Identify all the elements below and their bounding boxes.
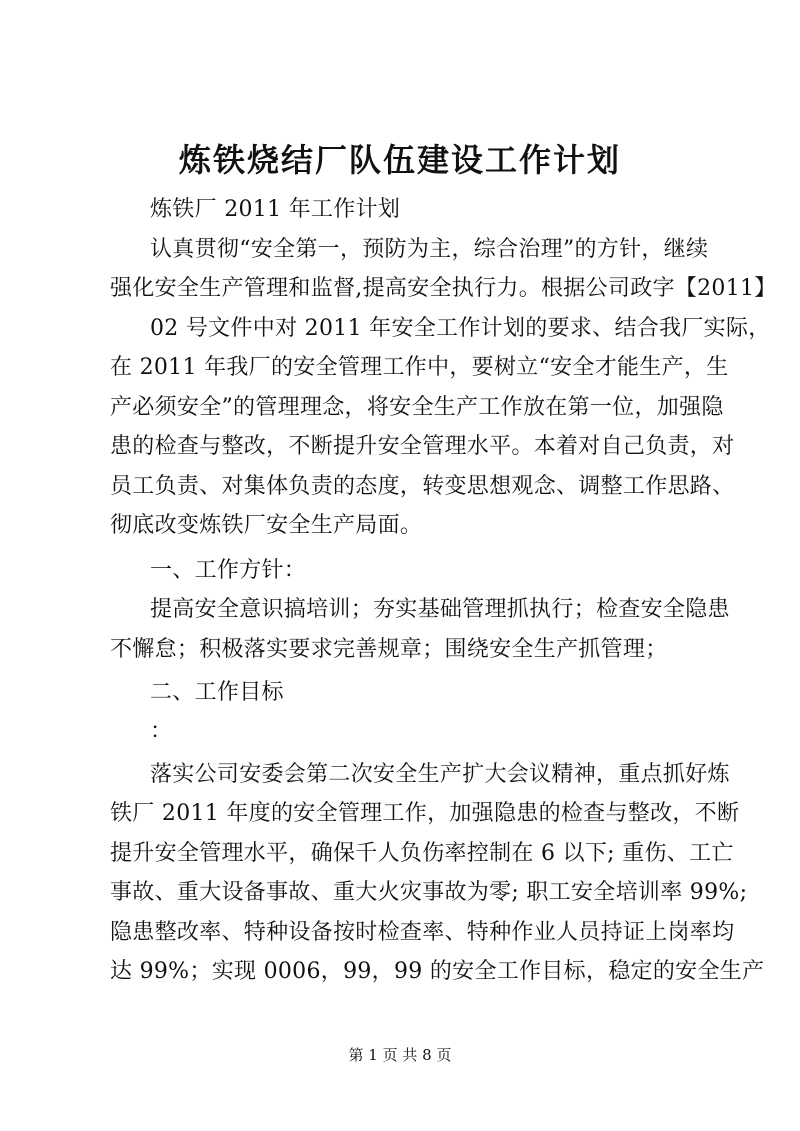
paragraph-line: 达 99%；实现 0006，99，99 的安全工作目标，稳定的安全生产 [110, 959, 765, 984]
section-heading: 一、工作方针： [150, 558, 307, 583]
subtitle-line: 炼铁厂 2011 年工作计划 [150, 197, 401, 222]
paragraph-line: 提升安全管理水平，确保千人负伤率控制在 6 以下; 重伤、工亡 [110, 841, 734, 866]
paragraph-line: 员工负责、对集体负责的态度，转变思想观念、调整工作思路、 [110, 474, 735, 499]
paragraph-line: 02 号文件中对 2011 年安全工作计划的要求、结合我厂实际， [150, 316, 771, 341]
section-heading: 二、工作目标 [150, 680, 284, 705]
paragraph-line: 强化安全生产管理和监督,提高安全执行力。根据公司政字【2011】 [110, 276, 777, 301]
paragraph-line: 患的检查与整改，不断提升安全管理水平。本着对自己负责，对 [110, 434, 735, 459]
paragraph-line: 不懈怠；积极落实要求完善规章；围绕安全生产抓管理； [110, 637, 668, 662]
page-number: 第 1 页 共 8 页 [348, 1046, 452, 1064]
document-title: 炼铁烧结厂队伍建设工作计划 [178, 141, 621, 179]
paragraph-line: 提高安全意识搞培训；夯实基础管理抓执行；检查安全隐患 [150, 597, 730, 622]
paragraph-line: 在 2011 年我厂的安全管理工作中，要树立“安全才能生产，生 [110, 355, 729, 380]
paragraph-line: 产必须安全”的管理理念，将安全生产工作放在第一位，加强隐 [110, 395, 724, 420]
paragraph-line: 落实公司安委会第二次安全生产扩大会议精神，重点抓好炼 [150, 762, 730, 787]
paragraph-line: 铁厂 2011 年度的安全管理工作，加强隐患的检查与整改，不断 [110, 801, 740, 826]
paragraph-line: ： [150, 719, 173, 744]
paragraph-line: 彻底改变炼铁厂安全生产局面。 [110, 513, 423, 538]
paragraph-line: 事故、重大设备事故、重大火灾事故为零; 职工安全培训率 99%; [110, 880, 748, 905]
paragraph-line: 隐患整改率、特种设备按时检查率、特种作业人员持证上岗率均 [110, 920, 735, 945]
paragraph-line: 认真贯彻“安全第一，预防为主，综合治理”的方针，继续 [150, 237, 709, 262]
